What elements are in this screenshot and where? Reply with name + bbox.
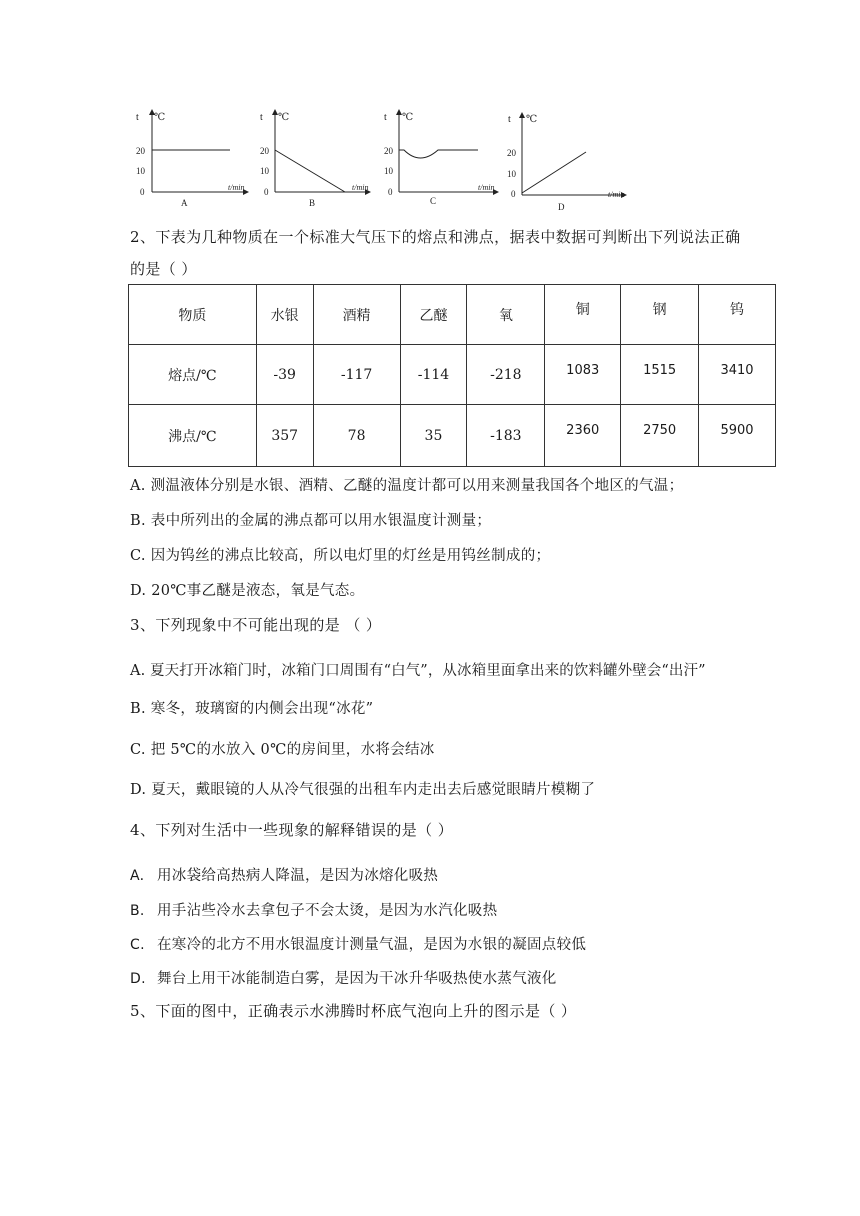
table-cell: 1515 xyxy=(621,345,699,405)
table-cell: 3410 xyxy=(699,345,776,405)
q2-stem-line2: 的是（ ） xyxy=(130,260,197,278)
q4-option-a-letter: A. xyxy=(130,868,145,884)
table-cell: 78 xyxy=(313,405,400,467)
q4-option-a xyxy=(130,864,438,885)
table-cell: 5900 xyxy=(699,405,776,467)
graph-b-tick-20: 20 xyxy=(260,146,269,156)
graph-d-line xyxy=(522,152,586,193)
table-cell: -117 xyxy=(313,345,400,405)
table-cell: 35 xyxy=(400,405,467,467)
graph-a-unit-label: ℃ xyxy=(154,112,166,123)
graph-d-time-label: t/min xyxy=(608,190,625,199)
graph-a-tick-10: 10 xyxy=(136,166,145,176)
q4-option-d-letter: D. xyxy=(130,971,146,987)
q4-option-d-text: 舞台上用干冰能制造白雾，是因为干冰升华吸热使水蒸气液化 xyxy=(157,971,557,987)
graph-d-tick-20: 20 xyxy=(507,148,516,158)
table-header-row xyxy=(129,285,776,345)
graph-b-unit-label: ℃ xyxy=(278,112,290,123)
graph-a-time-label: t/min xyxy=(228,183,245,192)
q4-option-d xyxy=(130,967,557,988)
table-cell: 水银 xyxy=(256,285,313,345)
table-cell: -39 xyxy=(256,345,313,405)
q2-option-c: C. 因为钨丝的沸点比较高，所以电灯里的灯丝是用钨丝制成的； xyxy=(130,548,551,564)
table-cell: 铜 xyxy=(545,285,621,345)
table-cell: 钨 xyxy=(699,285,776,345)
graph-d-tick-10: 10 xyxy=(507,169,516,179)
q3-option-a: A. 夏天打开冰箱门时，冰箱门口周围有“白气”，从冰箱里面拿出来的饮料罐外壁会“出汗” xyxy=(130,663,706,679)
q3-stem: 3、下列现象中不可能出现的是 （ ） xyxy=(130,616,382,634)
q4-option-c xyxy=(130,933,586,954)
table-cell: 熔点/℃ xyxy=(129,345,257,405)
table-cell: 沸点/℃ xyxy=(129,405,257,467)
q2-stem-line1: 2、下表为几种物质在一个标准大气压下的熔点和沸点，据表中数据可判断出下列说法正确 xyxy=(130,228,741,246)
q3-option-b: B. 寒冬，玻璃窗的内侧会出现“冰花” xyxy=(130,701,374,717)
q5-stem: 5、下面的图中，正确表示水沸腾时杯底气泡向上升的图示是（ ） xyxy=(130,1002,577,1020)
table-cell: 2360 xyxy=(545,405,621,467)
table-cell: 氧 xyxy=(467,285,545,345)
graph-c-tick-20: 20 xyxy=(384,146,393,156)
graph-b xyxy=(260,110,370,208)
graph-c-line xyxy=(399,150,478,158)
melting-boiling-table xyxy=(128,284,776,467)
graph-c-caption: C xyxy=(430,196,437,206)
graph-c-unit-label: ℃ xyxy=(402,112,414,123)
table-row xyxy=(129,405,776,467)
graph-c-tick-10: 10 xyxy=(384,166,393,176)
table-cell: 2750 xyxy=(621,405,699,467)
graph-a-t-label: t xyxy=(136,112,139,123)
graph-c-t-label: t xyxy=(384,112,387,123)
graph-b-tick-0: 0 xyxy=(264,187,269,197)
graph-d-t-label: t xyxy=(508,114,511,125)
q3-option-d: D. 夏天，戴眼镜的人从冷气很强的出租车内走出去后感觉眼睛片模糊了 xyxy=(130,782,596,798)
q4-option-c-letter: C. xyxy=(130,937,145,953)
graph-b-tick-10: 10 xyxy=(260,166,269,176)
graph-b-line xyxy=(275,150,345,192)
q2-option-d: D. 20℃事乙醚是液态，氧是气态。 xyxy=(130,583,365,599)
graph-b-t-label: t xyxy=(260,112,263,123)
q2-option-b: B. 表中所列出的金属的沸点都可以用水银温度计测量； xyxy=(130,513,492,529)
table-row xyxy=(129,345,776,405)
q4-stem: 4、下列对生活中一些现象的解释错误的是（ ） xyxy=(130,821,454,839)
table-cell: 物质 xyxy=(129,285,257,345)
q4-option-a-text: 用冰袋给高热病人降温，是因为冰熔化吸热 xyxy=(157,868,439,884)
graph-c xyxy=(384,110,498,206)
graph-a xyxy=(136,110,248,208)
graph-a-caption: A xyxy=(181,198,188,208)
table-cell: 乙醚 xyxy=(400,285,467,345)
table-cell: 酒精 xyxy=(313,285,400,345)
graph-d-unit-label: ℃ xyxy=(526,114,538,125)
temperature-graphs-svg xyxy=(130,100,650,216)
graph-a-tick-0: 0 xyxy=(140,187,145,197)
graph-d-caption: D xyxy=(558,202,565,212)
table-cell: 1083 xyxy=(545,345,621,405)
graph-c-tick-0: 0 xyxy=(388,187,393,197)
graph-d-tick-0: 0 xyxy=(511,189,516,199)
table-cell: -183 xyxy=(467,405,545,467)
graph-b-time-label: t/min xyxy=(352,183,369,192)
temperature-graphs xyxy=(130,100,650,216)
graph-a-tick-20: 20 xyxy=(136,146,145,156)
table-cell: -114 xyxy=(400,345,467,405)
graph-c-time-label: t/min xyxy=(478,183,495,192)
graph-b-caption: B xyxy=(309,198,316,208)
table-cell: 钢 xyxy=(621,285,699,345)
table-cell: -218 xyxy=(467,345,545,405)
q4-option-b xyxy=(130,899,497,920)
q2-option-a: A. 测温液体分别是水银、酒精、乙醚的温度计都可以用来测量我国各个地区的气温； xyxy=(130,478,684,494)
graph-d xyxy=(507,113,626,212)
q4-option-c-text: 在寒冷的北方不用水银温度计测量气温，是因为水银的凝固点较低 xyxy=(157,937,587,953)
table-cell: 357 xyxy=(256,405,313,467)
q3-option-c: C. 把 5℃的水放入 0℃的房间里，水将会结冰 xyxy=(130,742,435,758)
q4-option-b-text: 用手沾些冷水去拿包子不会太烫，是因为水汽化吸热 xyxy=(157,903,498,919)
q4-option-b-letter: B. xyxy=(130,903,145,919)
